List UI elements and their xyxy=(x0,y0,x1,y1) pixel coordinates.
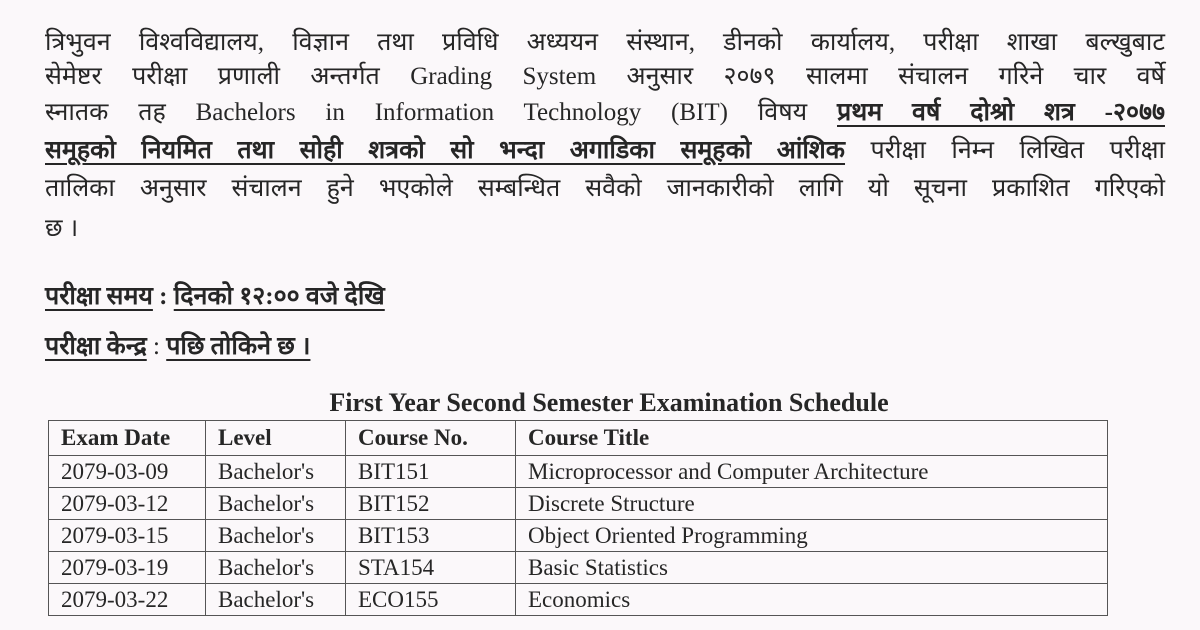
notice-line-3-text: स्नातक तह Bachelors in Information Technology (BIT) विषय xyxy=(45,99,808,126)
exam-center-separator: : xyxy=(153,333,160,360)
exam-center-label: परीक्षा केन्द्र xyxy=(45,333,147,360)
header-course-title: Course Title xyxy=(516,421,1108,456)
table-header-row xyxy=(49,421,1108,456)
notice-line-5: तालिका अनुसार संचालन हुने भएकोले सम्बन्धित सवैको जानकारीको लागि यो सूचना प्रकाशित गरिएको xyxy=(45,175,1165,202)
cell-level: Bachelor's xyxy=(206,456,346,488)
notice-line-3 xyxy=(45,96,1165,130)
header-course-no: Course No. xyxy=(346,421,516,456)
exam-time-label: परीक्षा समय xyxy=(45,283,153,310)
cell-course-title: Basic Statistics xyxy=(516,552,1108,584)
schedule-table xyxy=(48,420,1108,616)
notice-group-highlight: समूहको नियमित तथा सोही शत्रको सो भन्दा अगाडिका समूहको आंशिक xyxy=(45,137,846,164)
cell-course-no: BIT152 xyxy=(346,488,516,520)
cell-course-no: STA154 xyxy=(346,552,516,584)
table-row xyxy=(49,456,1108,488)
exam-time-separator: : xyxy=(159,283,168,310)
table-row xyxy=(49,488,1108,520)
cell-course-title: Economics xyxy=(516,584,1108,616)
header-exam-date: Exam Date xyxy=(49,421,206,456)
cell-exam-date: 2079-03-22 xyxy=(49,584,206,616)
cell-level: Bachelor's xyxy=(206,488,346,520)
notice-line-4-text: परीक्षा निम्न लिखित परीक्षा xyxy=(870,137,1165,164)
notice-line-6: छ । xyxy=(45,215,79,242)
cell-exam-date: 2079-03-12 xyxy=(49,488,206,520)
cell-level: Bachelor's xyxy=(206,552,346,584)
cell-level: Bachelor's xyxy=(206,520,346,552)
exam-time xyxy=(45,280,385,314)
notice-batch-highlight: प्रथम वर्ष दोश्रो शत्र -२०७७ xyxy=(837,99,1165,126)
notice-line-2: सेमेष्टर परीक्षा प्रणाली अन्तर्गत Grading System अनुसार २०७९ सालमा संचालन गरिने चार वर्षे xyxy=(45,63,1165,90)
table-row xyxy=(49,520,1108,552)
cell-course-title: Object Oriented Programming xyxy=(516,520,1108,552)
table-row xyxy=(49,584,1108,616)
notice-line-4 xyxy=(45,134,1165,168)
header-level: Level xyxy=(206,421,346,456)
cell-level: Bachelor's xyxy=(206,584,346,616)
exam-center xyxy=(45,330,310,364)
cell-exam-date: 2079-03-09 xyxy=(49,456,206,488)
cell-course-no: ECO155 xyxy=(346,584,516,616)
exam-center-value: पछि तोकिने छ । xyxy=(166,333,311,360)
notice-line-1: त्रिभुवन विश्वविद्यालय, विज्ञान तथा प्रविधि अध्ययन संस्थान, डीनको कार्यालय, परीक्षा शाखा बल्खुबाट xyxy=(45,29,1165,56)
cell-course-no: BIT153 xyxy=(346,520,516,552)
cell-exam-date: 2079-03-15 xyxy=(49,520,206,552)
exam-time-value: दिनको १२:०० वजे देखि xyxy=(173,283,385,310)
cell-exam-date: 2079-03-19 xyxy=(49,552,206,584)
cell-course-title: Discrete Structure xyxy=(516,488,1108,520)
cell-course-no: BIT151 xyxy=(346,456,516,488)
table-row xyxy=(49,552,1108,584)
cell-course-title: Microprocessor and Computer Architecture xyxy=(516,456,1108,488)
schedule-title: First Year Second Semester Examination Schedule xyxy=(329,388,889,417)
